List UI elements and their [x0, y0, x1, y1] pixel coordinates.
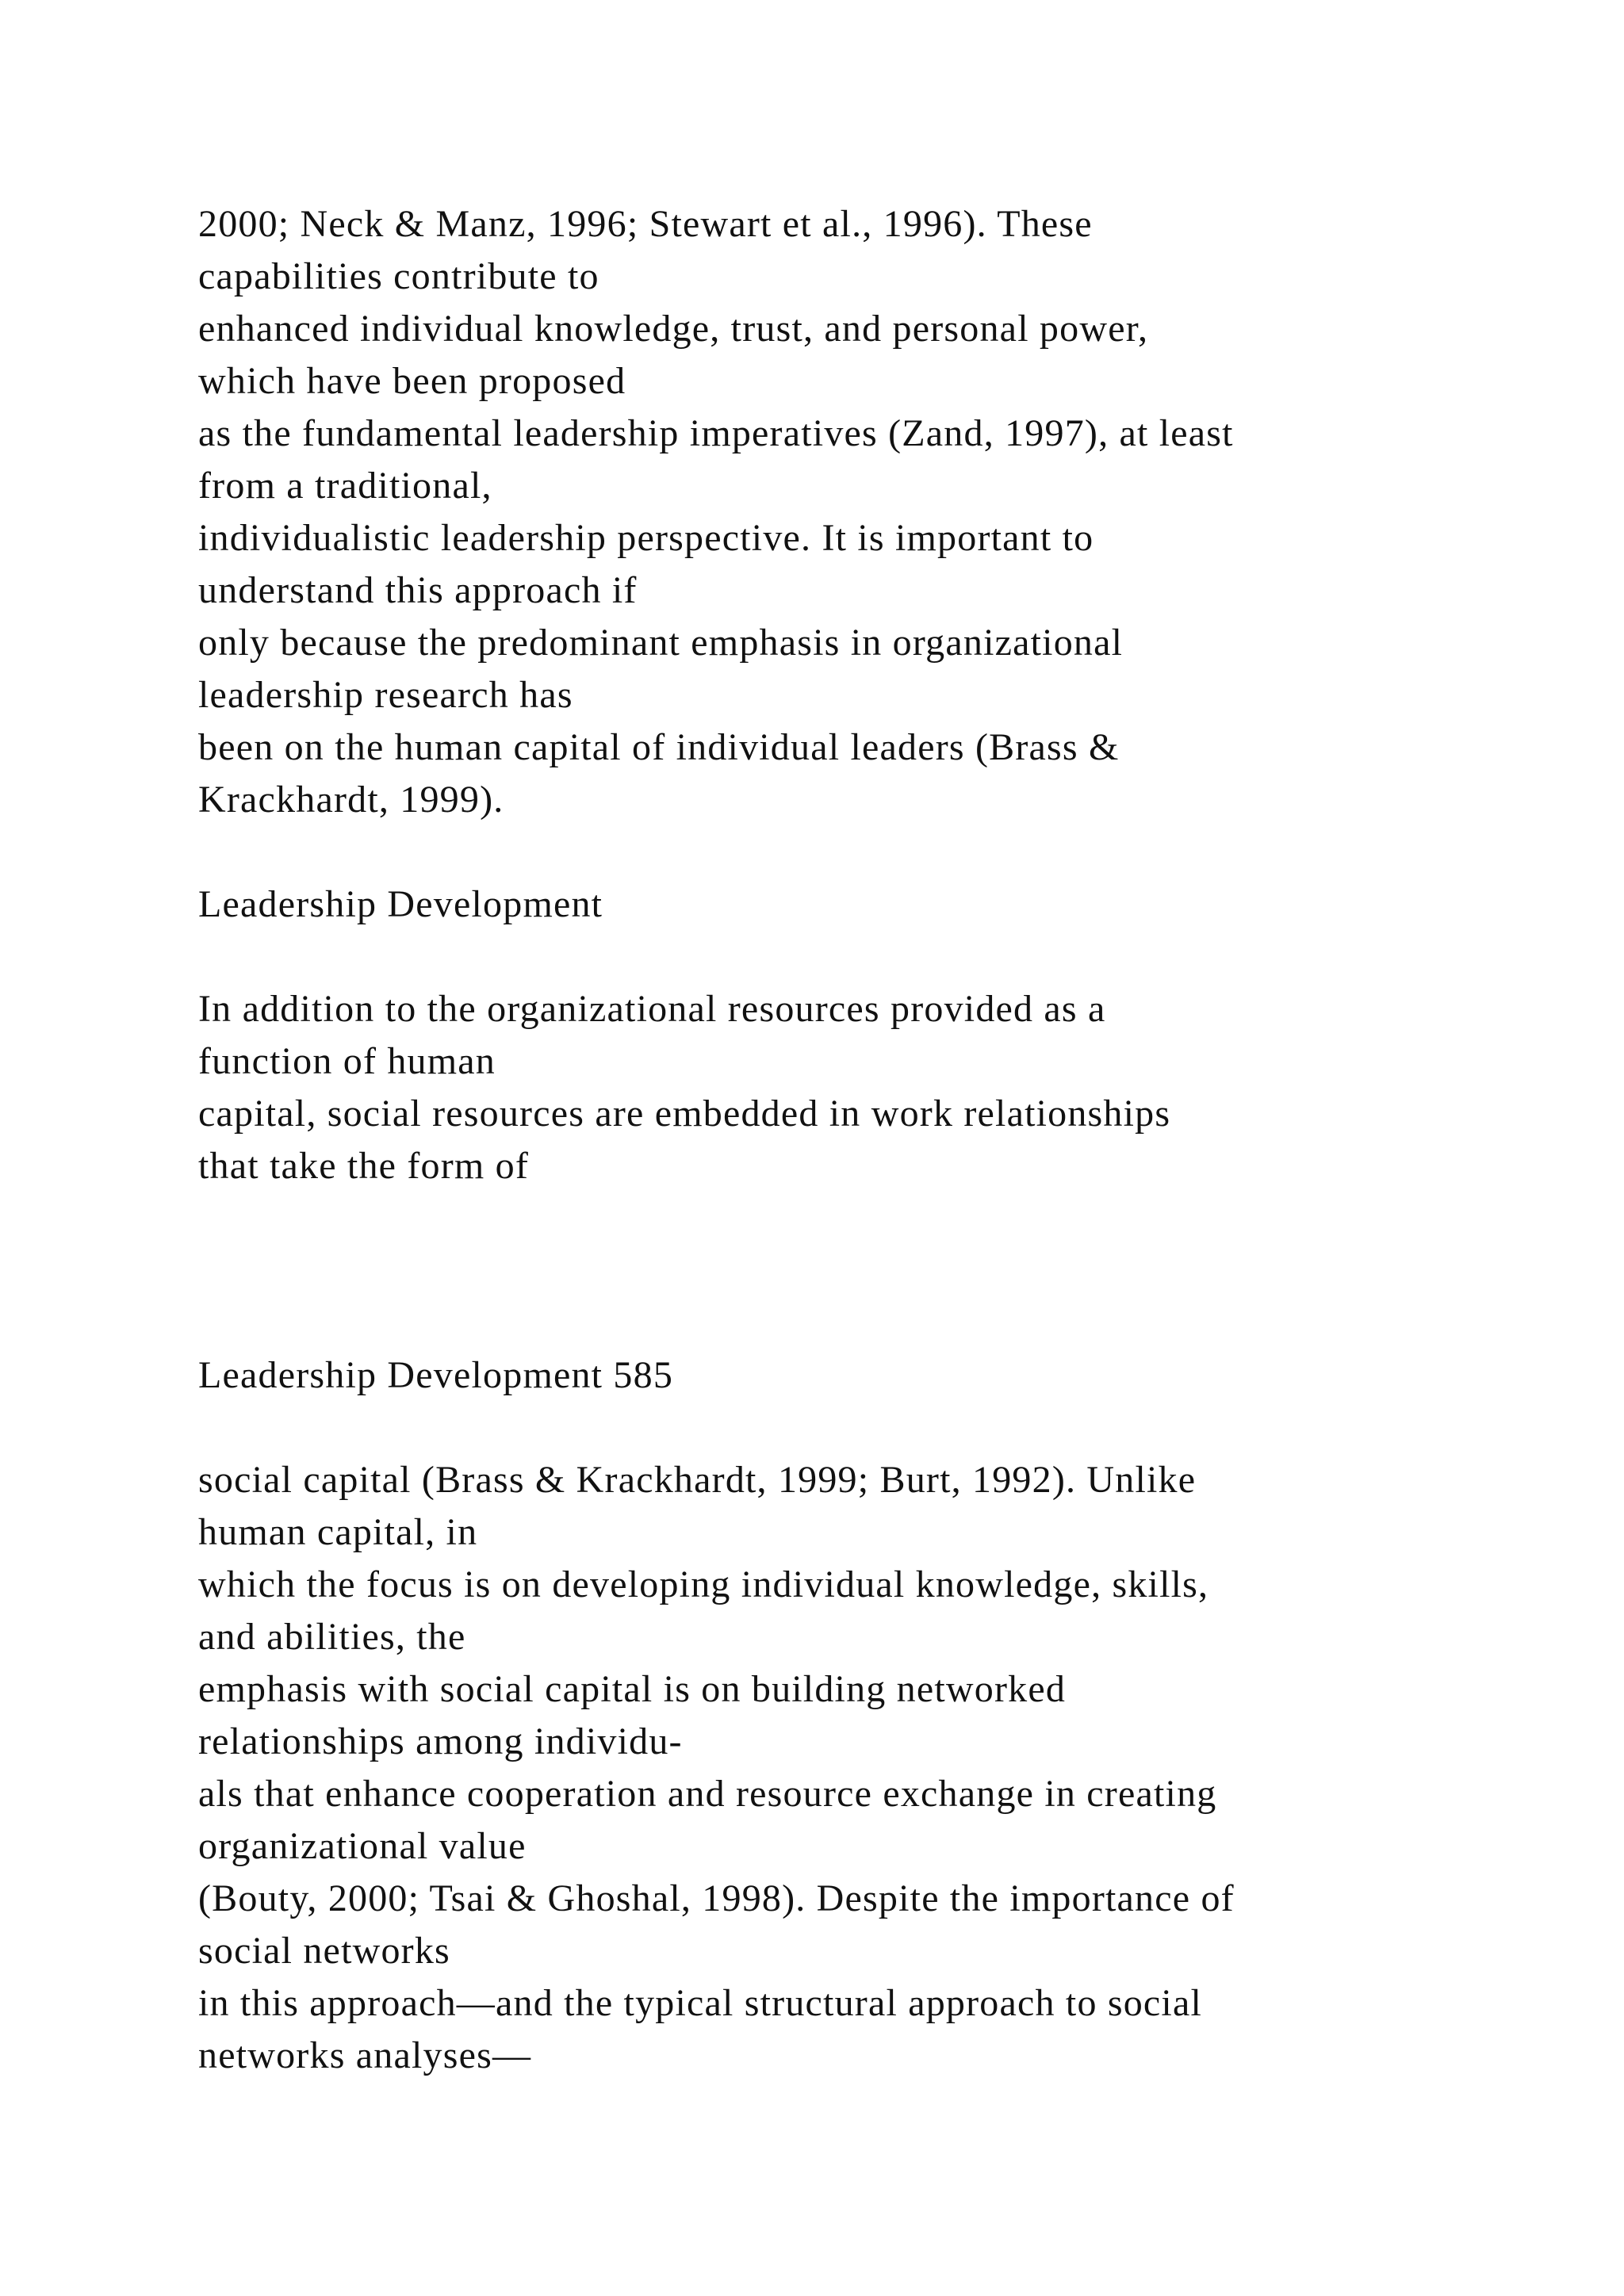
text-line: individualistic leadership perspective. It is important to — [198, 517, 1094, 559]
text-line: function of human — [198, 1040, 496, 1082]
paragraph-human-capital — [198, 198, 1594, 826]
text-line: which the focus is on developing individual knowledge, skills, — [198, 1563, 1209, 1605]
text-line: which have been proposed — [198, 360, 626, 402]
text-line: as the fundamental leadership imperatives (Zand, 1997), at least — [198, 412, 1234, 454]
text-line: only because the predominant emphasis in organizational — [198, 622, 1124, 664]
text-line: In addition to the organizational resources provided as a — [198, 988, 1106, 1030]
text-line: and abilities, the — [198, 1616, 466, 1658]
paragraph-social-resources — [198, 983, 1594, 1192]
heading-text: Leadership Development — [198, 883, 603, 925]
paragraph-social-capital — [198, 1454, 1594, 2082]
text-line: human capital, in — [198, 1511, 478, 1553]
running-header — [198, 1349, 1594, 1402]
running-header-text: Leadership Development 585 — [198, 1354, 674, 1396]
text-line: social networks — [198, 1930, 450, 1972]
text-line: in this approach—and the typical structural approach to social — [198, 1982, 1203, 2024]
text-line: social capital (Brass & Krackhardt, 1999; Burt, 1992). Unlike — [198, 1459, 1197, 1501]
text-line: been on the human capital of individual leaders (Brass & — [198, 726, 1120, 768]
text-line: als that enhance cooperation and resource exchange in creating — [198, 1773, 1217, 1815]
text-line: enhanced individual knowledge, trust, and personal power, — [198, 308, 1149, 350]
section-heading — [198, 878, 1594, 931]
text-line: emphasis with social capital is on building networked — [198, 1668, 1067, 1710]
text-line: networks analyses— — [198, 2034, 532, 2076]
text-line: relationships among individu- — [198, 1720, 683, 1762]
text-line: capabilities contribute to — [198, 255, 599, 297]
text-line: from a traditional, — [198, 465, 492, 507]
text-line: that take the form of — [198, 1145, 530, 1187]
text-line: capital, social resources are embedded in work relationships — [198, 1093, 1171, 1135]
text-line: Krackhardt, 1999). — [198, 779, 504, 821]
text-line: understand this approach if — [198, 569, 638, 611]
text-line: leadership research has — [198, 674, 573, 716]
text-line: 2000; Neck & Manz, 1996; Stewart et al., 1996). These — [198, 203, 1093, 245]
text-line: (Bouty, 2000; Tsai & Ghoshal, 1998). Despite the importance of — [198, 1877, 1235, 1919]
text-line: organizational value — [198, 1825, 527, 1867]
